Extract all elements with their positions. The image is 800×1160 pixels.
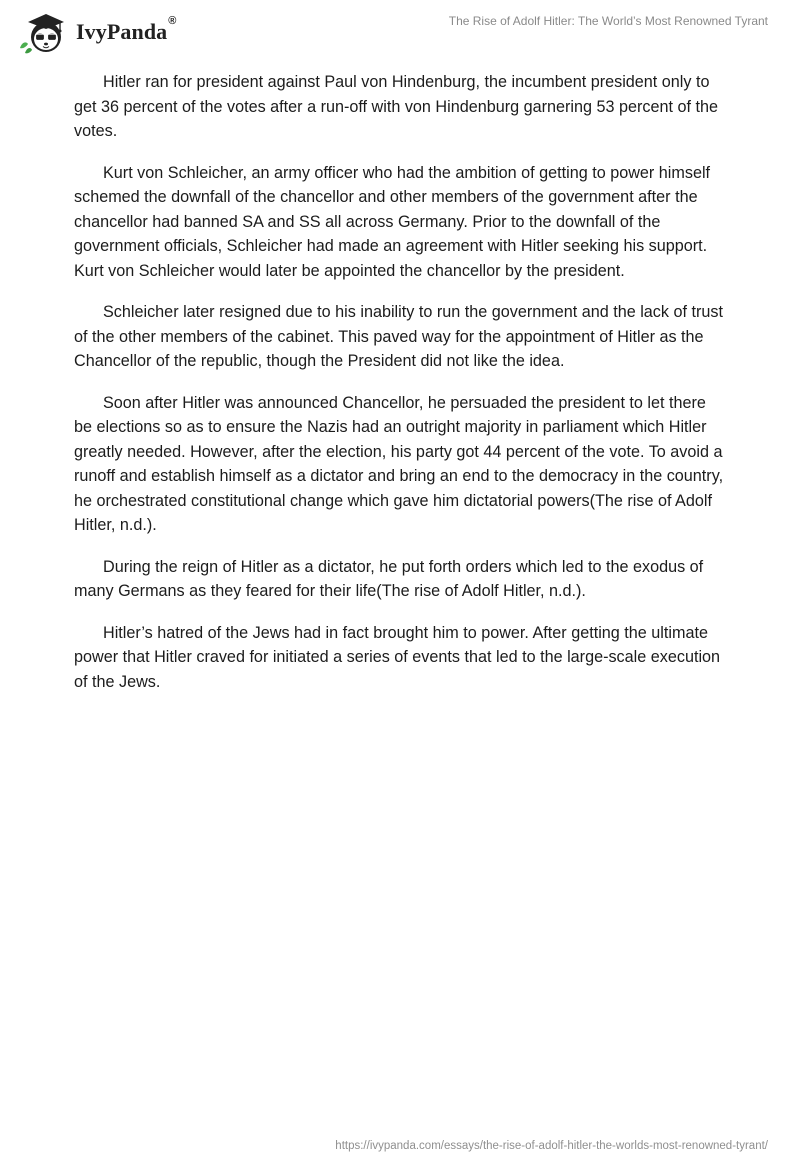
panda-graduate-icon: [16, 8, 72, 56]
paragraph: Hitler’s hatred of the Jews had in fact brought him to power. After getting the ultimate power that Hitler craved for initiated a series of events that led to the large-scale execution of the Jews.: [74, 623, 721, 691]
paragraph: Soon after Hitler was announced Chancellor, he persuaded the president to let there be elections so as to ensure the Nazis had an outright majority in parliament which Hitler greatly needed. However, after the election, his party got 44 percent of the vote. To avoid a runoff and establish himself as a dictator and bring an end to the democracy in the country, he orchestrated constitutional change which gave him dictatorial powers(The rise of Adolf Hitler, n.d.).: [74, 393, 724, 534]
paragraph: Schleicher later resigned due to his inability to run the government and the lack of trust of the other members of the cabinet. This paved way for the appointment of Hitler as the Chancellor of the republic, though the President did not like the idea.: [74, 303, 723, 370]
ivypanda-logo[interactable]: [16, 8, 177, 56]
page-header: [0, 0, 800, 60]
document-title: The Rise of Adolf Hitler: The World’s Most Renowned Tyrant: [448, 14, 768, 28]
paragraph: Hitler ran for president against Paul von Hindenburg, the incumbent president only to get 36 percent of the votes after a run-off with von Hindenburg garnering 53 percent of the votes.: [74, 73, 719, 140]
brand-name-text: IvyPanda: [76, 19, 168, 44]
source-url-link[interactable]: https://ivypanda.com/essays/the-rise-of-adolf-hitler-the-worlds-most-renowned-tyrant/: [335, 1140, 768, 1152]
essay-body: [74, 70, 726, 711]
registered-mark: ®: [168, 15, 177, 27]
paragraph: During the reign of Hitler as a dictator, he put forth orders which led to the exodus of many Germans as they feared for their life(The rise of Adolf Hitler, n.d.).: [74, 557, 704, 600]
paragraph: Kurt von Schleicher, an army officer who had the ambition of getting to power himself schemed the downfall of the chancellor and other members of the government after the chancellor had banned SA and SS all across Germany. Prior to the downfall of the government officials, Schleicher had made an agreement with Hitler seeking his support. Kurt von Schleicher would later be appointed the chancellor by the president.: [74, 163, 711, 280]
brand-name: [76, 15, 177, 45]
